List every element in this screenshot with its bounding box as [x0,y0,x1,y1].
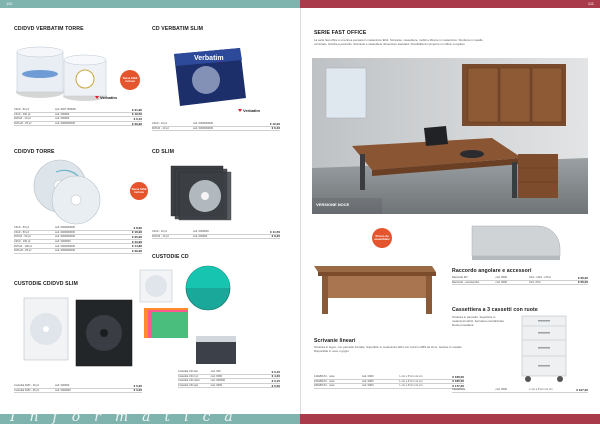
cdvd-torre-section [14,149,142,155]
price-row [452,388,588,393]
cd-slim2-section [152,149,280,155]
product-name: Raccordo 90° [452,276,468,280]
right-page-number: 111 [587,1,594,6]
section-title: CUSTODIE CD/DVD SLIM [14,281,78,287]
price: € 5,20 [133,383,142,388]
siae-badge: Tassa SIAE inclusa [130,182,148,200]
price: € 168,00 [452,374,464,379]
product-name: Custodia CD spin [178,384,199,388]
product-name: CD-R - 100 pz [14,240,31,244]
scrivanie-section [314,338,464,354]
price-row [14,249,142,254]
product-code: L cm x P cm x H cm [529,388,553,392]
product-name: CD-R - 50 pz [14,108,30,112]
product-code: cod. 000 [210,370,221,374]
product-code: cod. 0000000000 [192,122,214,126]
product-code: cod. 6407 000000 [54,108,76,112]
scrivanie-table [314,375,464,389]
price-row [152,235,280,240]
price-row [178,384,280,389]
price: € 4,40 [271,374,280,379]
price: € 66,00 [578,280,589,285]
watermark-informatica: Informatica [10,409,247,424]
cdvd-torre-table [14,226,142,254]
product-code: cod. 0000 [362,375,374,379]
product-name: Custodia CD slim [178,370,199,374]
price-row [314,384,464,389]
section-title: CUSTODIE CD [152,254,189,260]
product-code: cod. 0000000000 [54,235,76,239]
price: € 107,00 [576,387,589,392]
version-label: VERSIONE NOCE [316,202,350,207]
drawer-unit-image [516,312,572,384]
section-title: CD/DVD VERBATIM TORRE [14,26,84,32]
price: € 185,00 [452,379,464,384]
cassettiera-description: Struttura in pannello. Superficie in melaminico EN1. Serratura centralizzata. Ruote piroettanti. [452,315,505,327]
product-name: CD-R - 100 pz [14,112,31,116]
price: € 20,90 [131,234,142,239]
price: € 21,90 [131,107,142,112]
cd-slim-section [152,26,280,32]
section-title: Raccordo angolare e accessori [452,268,532,274]
section-title: CD VERBATIM SLIM [152,26,204,32]
price-row [14,122,142,127]
left-page-number: 110 [6,1,13,6]
price-row [152,127,280,132]
price: € 8,90 [133,225,142,230]
price: € 6,20 [271,234,280,239]
office-photo [312,58,588,214]
product-name: CD-R - 10 pz [152,230,168,234]
product-code: cod. 0000000000 [54,226,76,230]
product-code: cod. 000000 [210,379,225,383]
left-top-bar [0,0,300,8]
product-name: DVD+R - 25 pz [14,249,32,253]
verbatim-logo: Verbatim [238,108,260,113]
product-code: Dim. Prof. [529,280,542,284]
price: € 14,80 [131,244,142,249]
product-code: cod. 0000000000 [54,230,76,234]
product-name: DVD-R - 10 pz [152,234,169,238]
product-code: cod. 0000 [210,374,223,378]
product-name: DVD-R - 100 pz [14,244,33,248]
product-name: CD-R - 50 pz [14,226,30,230]
price: € 5,50 [271,383,280,388]
cd-cases-image [138,264,278,372]
custodie-cd-table [178,370,280,388]
serie-header [314,30,584,47]
price: € 29,90 [131,248,142,253]
product-name: CD-R - 10 pz [152,122,168,126]
product-code: cod. 0000 [362,379,374,383]
product-code: cod. 000000 [54,112,70,116]
product-code: cod. 0000 [495,276,507,280]
section-title: CD SLIM [152,149,175,155]
product-name: DVD-R - 10 pz [14,117,31,121]
cd-spindle-image [10,34,110,104]
cd-slim-cases-image [165,160,245,222]
price: € 66,00 [578,275,589,280]
custodie-cd-section [152,254,280,260]
siae-badge: Tassa SIAE inclusa [120,70,140,90]
price: € 177,00 [452,383,464,388]
product-code: cod. 0000000000 [54,249,76,253]
cd-discs-image [30,156,110,226]
price: € 19,50 [131,112,142,117]
product-code: cod. 0000 [495,280,507,284]
price: € 12,00 [269,121,280,126]
product-code: L cm x P cm x H cm [399,375,423,379]
cd-torre-section [14,26,142,32]
verbatim-slim-pack-image [170,38,250,108]
price-row [452,281,588,286]
right-top-bar [300,0,600,8]
product-name: Custodia CD 2 pz [178,374,199,378]
section-title: SERIE FAST OFFICE [314,30,367,36]
product-name: Raccordo - semicerchio [452,280,480,284]
raccordo-section [452,268,588,285]
section-title: Scrivanie lineari [314,338,356,344]
product-code: L cm x P cm x H cm [399,379,423,383]
price-row [14,389,142,394]
assemble-badge: Prezzo da assemblare [372,228,392,248]
price: € 0,15 [271,369,280,374]
product-code: cod. 0000000 [54,388,71,392]
price: € 6,40 [271,126,280,131]
product-code: cod. 0000 [210,384,223,388]
product-name: DVD+R - 25 pz [14,122,32,126]
price: € 16,90 [131,230,142,235]
cd-slim2-table [152,230,280,239]
price: € 6,10 [133,116,142,121]
product-name: 160x80x72 - noce [314,379,335,383]
dvd-cases-image [20,292,140,372]
product-name: 180x80x72 - noce [314,384,335,388]
product-code: cod. 0000000 [192,230,209,234]
right-footer-bar [300,414,600,424]
product-code: cod. 000000 [54,117,70,121]
price: € 29,90 [131,121,142,126]
product-code: cod. 0000 [495,388,507,392]
product-code: cod. 000000 [54,384,70,388]
price: € 0,15 [271,378,280,383]
price: € 3,20 [133,388,142,393]
section-title: Cassettiera a 3 cassetti con ruote [452,307,538,313]
custodie-dvd-section [14,281,142,287]
product-code: cod. 0000000000 [54,244,76,248]
product-code: cod. 0000 [362,384,374,388]
product-name: DVD-R - 10 pz [152,126,169,130]
product-name: Custodia CD colori [178,379,200,383]
cassettiera-table [452,388,588,393]
product-name: DVD-R - 50 pz [14,235,31,239]
product-name: Cassettiera [452,388,466,392]
scrivanie-description: Struttura in legno, con pannello frontale. Superficie in melaminico EN1 con bordi in ABS da 2mm. Gambe in metallo. Disponibile in noce o grigio. [314,345,463,353]
custodie-dvd-table [14,384,142,393]
desk-image [310,260,440,320]
product-code: cod. 0000000000 [192,126,214,130]
verbatim-logo: Verbatim [95,95,117,100]
product-code: L cm x P cm x H cm [399,384,423,388]
cd-slim-table [152,122,280,131]
product-code: cod. 000000 [192,234,208,238]
price: € 11,50 [270,229,280,234]
page-gutter [300,8,301,414]
price: € 43,90 [131,239,142,244]
serie-description: La serie fast office è una linea pensata in melaminico EN1. Scrivanie, cassettiere, mobili e librerie in melaminico. Struttura in metallo verniciato. Gamba a pannello. Scrivanie e cassettiere dimensioni standard. Possibilità di comporre un ufficio completo. [314,38,483,46]
product-code: cod. 0000000000 [54,122,76,126]
cd-torre-table [14,108,142,126]
product-name: CD-R - 50 pz [14,230,30,234]
product-name: 140x80x72 - noce [314,375,335,379]
corner-desk-image [466,220,566,268]
product-code: Dim. x Dim. x Prof. [529,276,552,280]
product-name: Custodia DVD - 10 pz [14,384,40,388]
section-title: CD/DVD TORRE [14,149,55,155]
product-code: cod. 0000000 [54,240,71,244]
svg-text:Verbatim: Verbatim [194,55,224,62]
product-name: Custodia DVD - 25 pz [14,388,40,392]
